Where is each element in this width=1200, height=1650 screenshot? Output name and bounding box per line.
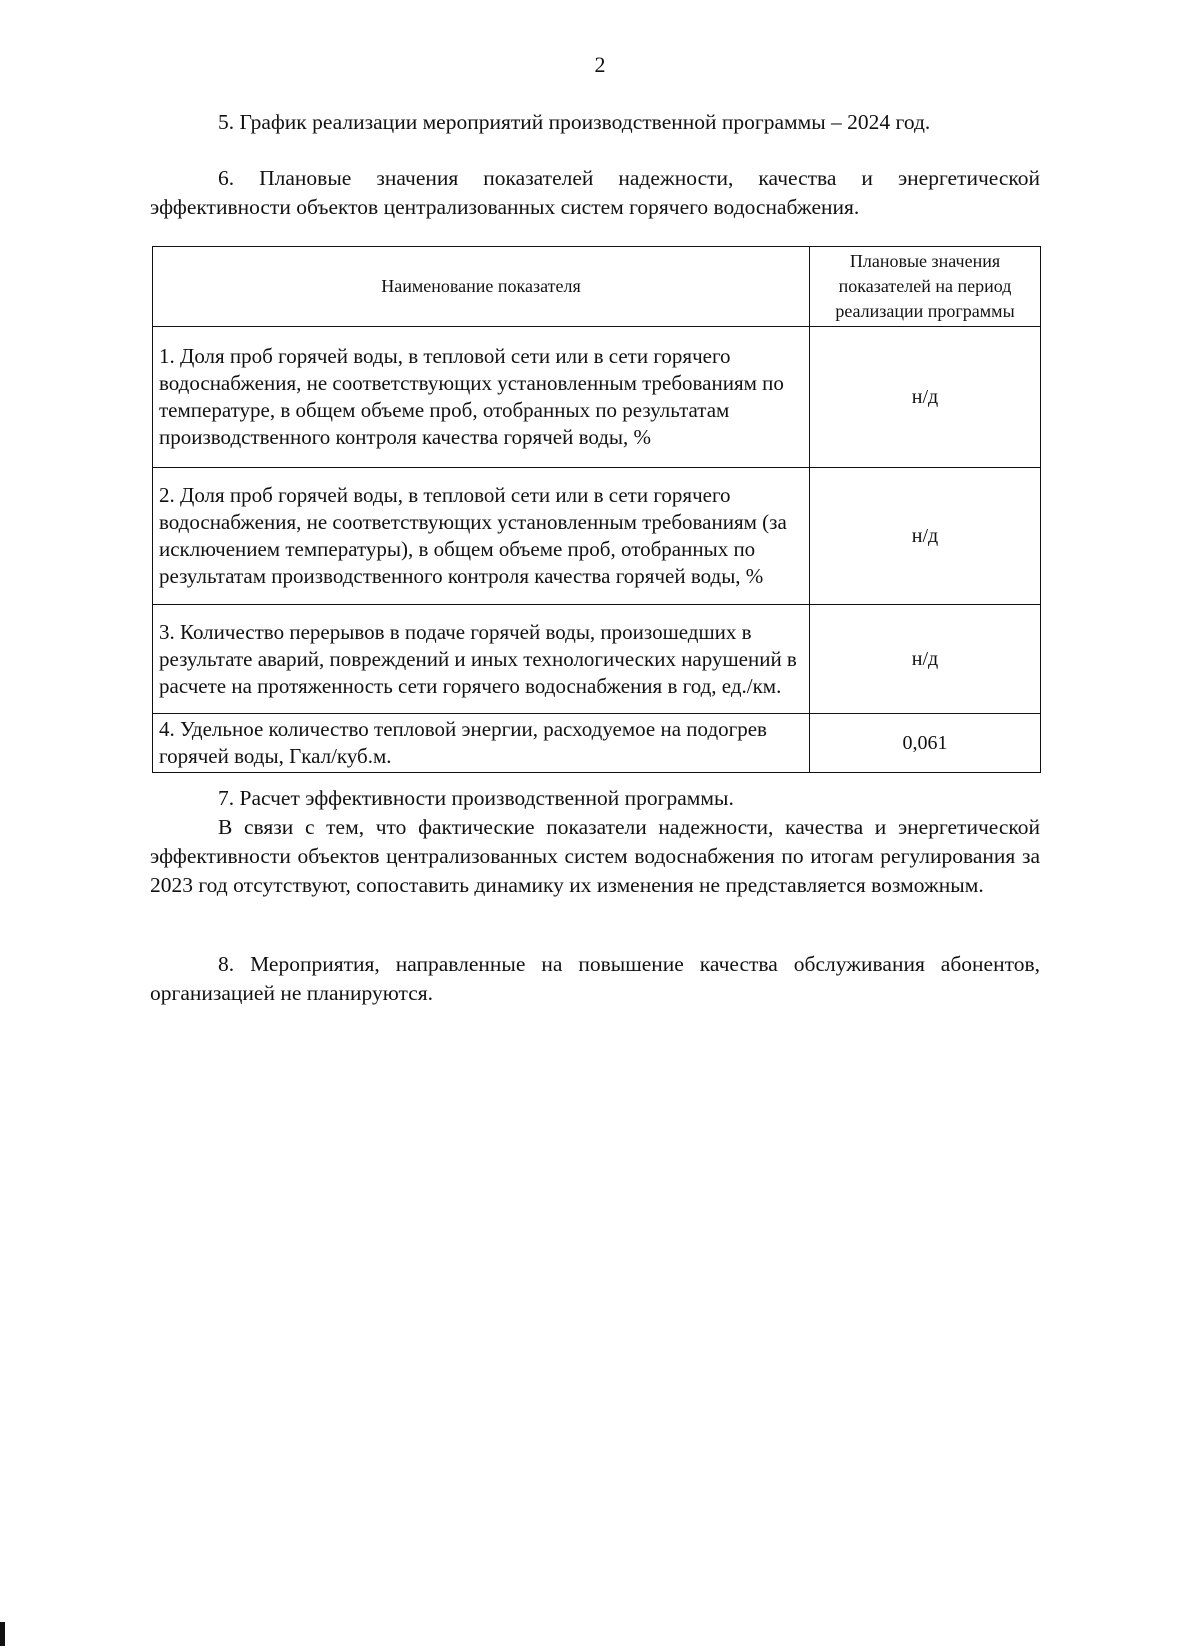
indicator-name-cell: 3. Количество перерывов в подаче горячей воды, произошедших в результате аварий, повреждений и иных технологических нарушений в расчете на протяженность сети горячего водоснабжения в год, ед./км.: [153, 605, 810, 714]
scan-edge-mark: [0, 1622, 5, 1646]
table-row: [153, 468, 1041, 605]
table-header-row: [153, 247, 1041, 327]
indicator-value-cell: н/д: [810, 468, 1041, 605]
table-row: [153, 714, 1041, 773]
indicator-name-cell: 1. Доля проб горячей воды, в тепловой сети или в сети горячего водоснабжения, не соответствующих установленным требованиям по температуре, в общем объеме проб, отобранных по результатам производственного контроля качества горячей воды, %: [153, 327, 810, 468]
indicator-name-cell: 4. Удельное количество тепловой энергии, расходуемое на подогрев горячей воды, Гкал/куб.м.: [153, 714, 810, 773]
table-row: [153, 327, 1041, 468]
header-planned-value: Плановые значения показателей на период реализации программы: [810, 247, 1041, 327]
section-5-paragraph: 5. График реализации мероприятий производственной программы – 2024 год.: [218, 110, 931, 134]
table-row: [153, 605, 1041, 714]
page-number: 2: [594, 52, 606, 77]
header-indicator-name: Наименование показателя: [153, 247, 810, 327]
indicator-name-cell: 2. Доля проб горячей воды, в тепловой сети или в сети горячего водоснабжения, не соответствующих установленным требованиям (за исключением температуры), в общем объеме проб, отобранных по результатам производственного контроля качества горячей воды, %: [153, 468, 810, 605]
indicators-table: [152, 246, 1040, 773]
indicator-value-cell: н/д: [810, 327, 1041, 468]
section-7-heading: 7. Расчет эффективности производственной программы.: [218, 786, 734, 810]
indicator-value-cell: н/д: [810, 605, 1041, 714]
section-8-paragraph: 8. Мероприятия, направленные на повышение качества обслуживания абонентов, организацией не планируются.: [150, 952, 1040, 1005]
indicator-value-cell: 0,061: [810, 714, 1041, 773]
section-6-paragraph: 6. Плановые значения показателей надежности, качества и энергетической эффективности объектов централизованных систем горячего водоснабжения.: [150, 166, 1040, 219]
section-7-paragraph: В связи с тем, что фактические показатели надежности, качества и энергетической эффективности объектов централизованных систем водоснабжения по итогам регулирования за 2023 год отсутствуют, сопоставить динамику их изменения не представляется возможным.: [150, 815, 1040, 897]
